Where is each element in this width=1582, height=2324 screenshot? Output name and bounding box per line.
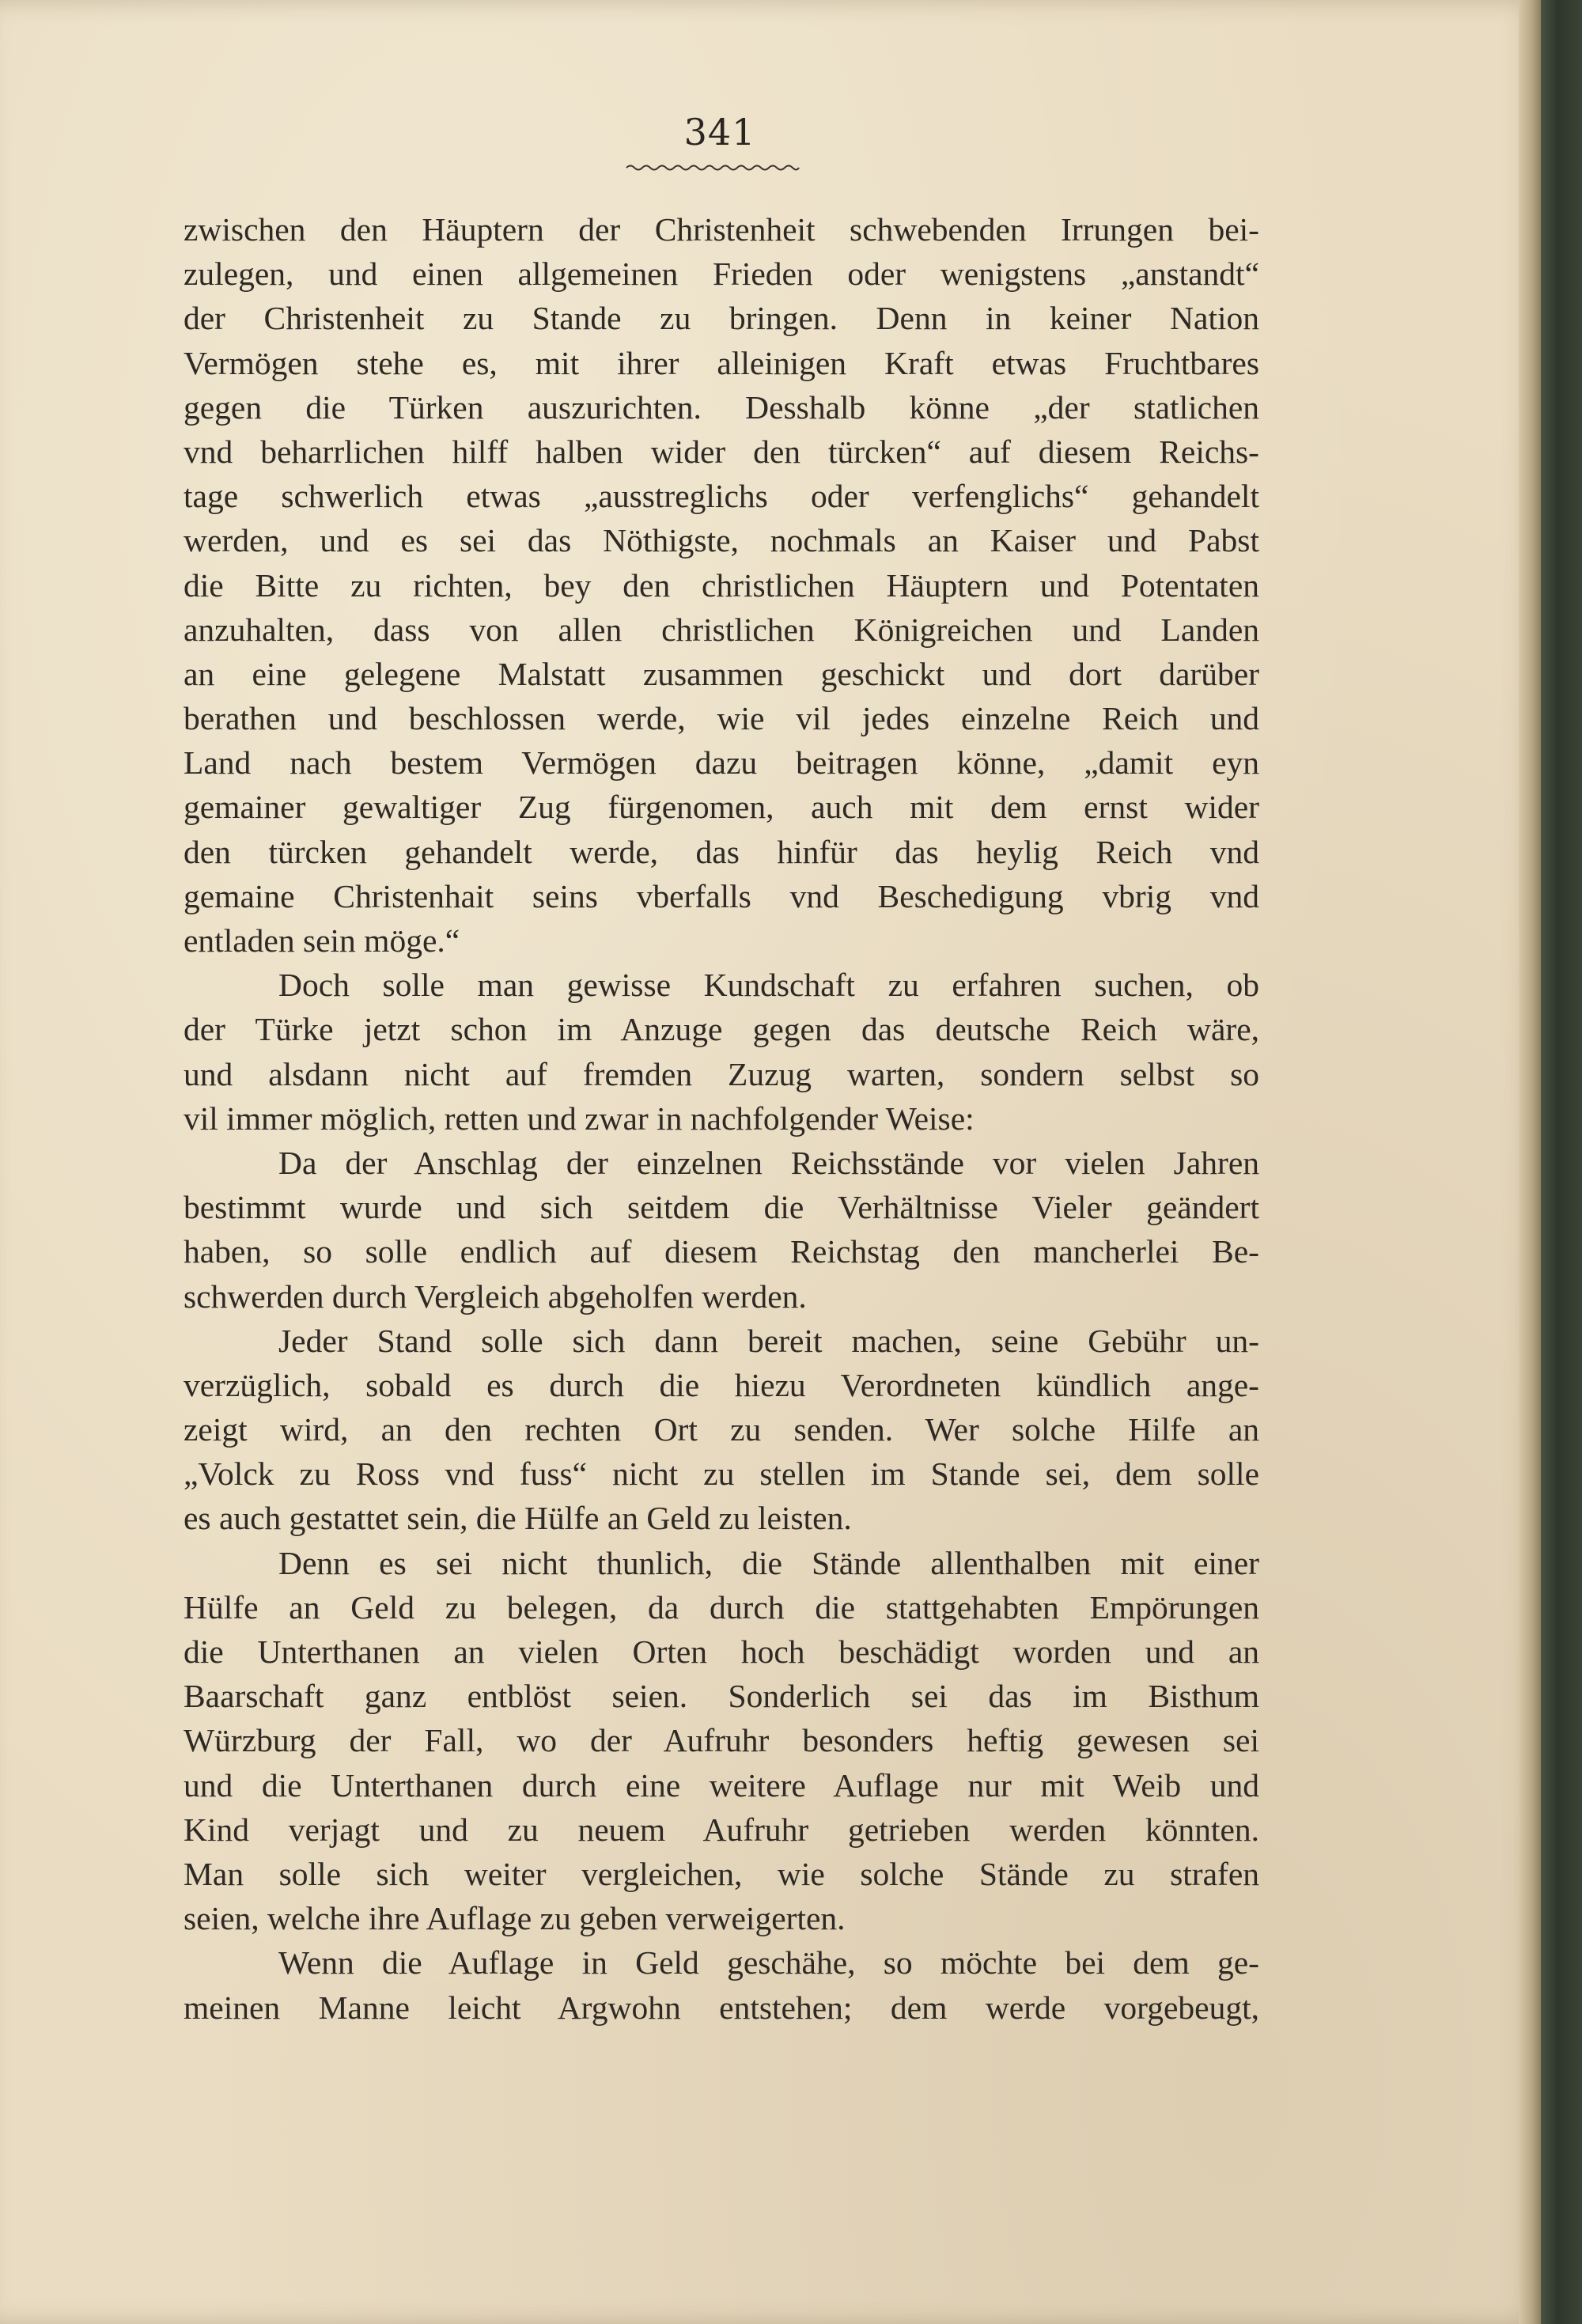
text-line: „Volck zu Ross vnd fuss“ nicht zu stellen im Stande sei, dem solle <box>184 1455 1259 1493</box>
text-line: entladen sein möge.“ <box>184 922 460 959</box>
text-line: zwischen den Häuptern der Christenheit schwebenden Irrungen bei- <box>184 211 1259 248</box>
page-number: 341 <box>683 111 756 153</box>
text-line: werden, und es sei das Nöthigste, nochmals an Kaiser und Pabst <box>184 522 1259 559</box>
text-line: meinen Manne leicht Argwohn entstehen; dem werde vorgebeugt, <box>184 1989 1259 2026</box>
text-line: Kind verjagt und zu neuem Aufruhr getrieben werden könnten. <box>184 1811 1259 1848</box>
text-line: anzuhalten, dass von allen christlichen Königreichen und Landen <box>184 611 1259 648</box>
text-line: tage schwerlich etwas „ausstreglichs oder verfenglichs“ gehandelt <box>184 478 1259 515</box>
text-line: verzüglich, sobald es durch die hiezu Verordneten kündlich ange- <box>184 1366 1259 1403</box>
text-line: der Christenheit zu Stande zu bringen. Denn in keiner Nation <box>184 300 1259 337</box>
text-line: die Bitte zu richten, bey den christlichen Häuptern und Potentaten <box>184 566 1259 604</box>
text-line: die Unterthanen an vielen Orten hoch beschädigt worden und an <box>184 1633 1259 1670</box>
text-line: Land nach bestem Vermögen dazu beitragen könne, „damit eyn <box>184 744 1259 782</box>
text-line: Vermögen stehe es, mit ihrer alleinigen Kraft etwas Fruchtbares <box>184 344 1259 381</box>
text-line: den türcken gehandelt werde, das hinfür das heylig Reich vnd <box>184 833 1259 870</box>
text-line: haben, so solle endlich auf diesem Reichstag den mancherlei Be- <box>184 1233 1259 1270</box>
text-line: Würzburg der Fall, wo der Aufruhr besonders heftig gewesen sei <box>184 1722 1259 1759</box>
text-line: bestimmt wurde und sich seitdem die Verhältnisse Vieler geändert <box>184 1189 1259 1226</box>
text-line: es auch gestattet sein, die Hülfe an Geld zu leisten. <box>184 1500 852 1537</box>
text-line: Jeder Stand solle sich dann bereit machen, seine Gebühr un- <box>278 1322 1259 1359</box>
text-line: zeigt wird, an den rechten Ort zu senden. Wer solche Hilfe an <box>184 1411 1259 1448</box>
text-line: gemaine Christenhait seins vberfalls vnd Beschedigung vbrig vnd <box>184 877 1259 914</box>
text-line: gemainer gewaltiger Zug fürgenomen, auch mit dem ernst wider <box>184 789 1259 826</box>
body-text <box>184 207 1259 2030</box>
text-line: Man solle sich weiter vergleichen, wie solche Stände zu strafen <box>184 1855 1259 1892</box>
text-line: seien, welche ihre Auflage zu geben verweigerten. <box>184 1900 846 1937</box>
text-line: Da der Anschlag der einzelnen Reichsstände vor vielen Jahren <box>278 1144 1259 1181</box>
text-line: Hülfe an Geld zu belegen, da durch die stattgehabten Empörungen <box>184 1588 1259 1626</box>
text-line: der Türke jetzt schon im Anzuge gegen das deutsche Reich wäre, <box>184 1011 1259 1048</box>
text-line: berathen und beschlossen werde, wie vil jedes einzelne Reich und <box>184 700 1259 737</box>
text-line: vnd beharrlichen hilff halben wider den türcken“ auf diesem Reichs- <box>184 433 1259 470</box>
wavy-rule-ornament <box>625 162 800 173</box>
text-line: Baarschaft ganz entblöst seien. Sonderlich sei das im Bisthum <box>184 1678 1259 1715</box>
text-line: zulegen, und einen allgemeinen Frieden oder wenigstens „anstandt“ <box>184 255 1259 293</box>
text-line: Wenn die Auflage in Geld geschähe, so möchte bei dem ge- <box>278 1944 1259 1981</box>
text-line: gegen die Türken auszurichten. Desshalb könne „der statlichen <box>184 388 1259 426</box>
text-line: und die Unterthanen durch eine weitere Auflage nur mit Weib und <box>184 1766 1259 1804</box>
text-line: vil immer möglich, retten und zwar in nachfolgender Weise: <box>184 1100 975 1137</box>
text-line: und alsdann nicht auf fremden Zuzug warten, sondern selbst so <box>184 1055 1259 1092</box>
text-line: an eine gelegene Malstatt zusammen geschickt und dort darüber <box>184 655 1259 692</box>
page-edge-shadow <box>1519 0 1541 2324</box>
text-line: Denn es sei nicht thunlich, die Stände allenthalben mit einer <box>278 1544 1259 1581</box>
text-line: Doch solle man gewisse Kundschaft zu erfahren suchen, ob <box>278 967 1259 1004</box>
book-cover-edge <box>1541 0 1582 2324</box>
text-line: schwerden durch Vergleich abgeholfen werden. <box>184 1277 807 1315</box>
